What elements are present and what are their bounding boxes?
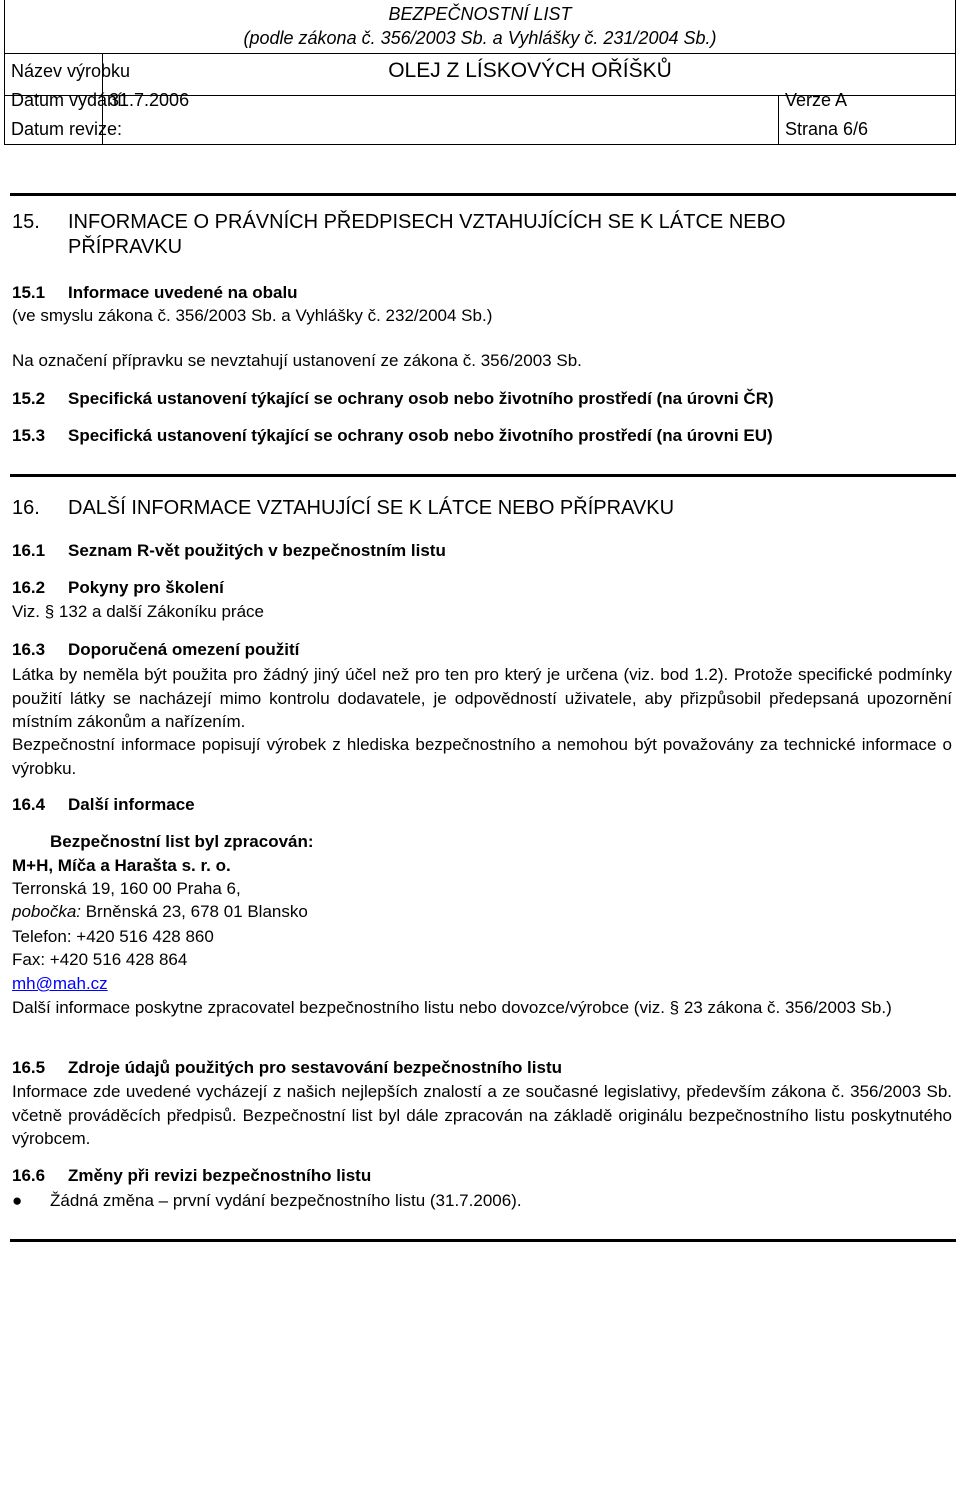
product-name: OLEJ Z LÍSKOVÝCH OŘÍŠKŮ [388,59,672,82]
section-number: 16.2 [12,578,46,597]
section-number: 15.2 [12,389,46,408]
section-16-2-heading [12,576,224,600]
divider [10,193,956,196]
branch-address: Brněnská 23, 678 01 Blansko [81,902,308,921]
divider [10,474,956,477]
page-number: Strana 6/6 [785,119,869,139]
section-title: Změny při revizi bezpečnostního listu [68,1166,372,1185]
section-16-5-heading [12,1056,562,1080]
section-16-3-heading [12,638,299,662]
section-title: Specifická ustanovení týkající se ochrany osob nebo životního prostředí (na úrovni EU) [68,426,773,445]
document-title: BEZPEČNOSTNÍ LIST [388,4,572,24]
section-title: Doporučená omezení použití [68,640,300,659]
section-15-1-heading [12,281,298,305]
section-number: 15.1 [12,283,46,302]
section-number: 16. [12,497,40,519]
section-number: 16.1 [12,541,46,560]
section-number: 15.3 [12,426,46,445]
prepared-by-label: Bezpečnostní list byl zpracován: [50,832,314,851]
company-phone: Telefon: +420 516 428 860 [12,927,214,946]
branch-label: pobočka: [12,902,81,921]
section-title: INFORMACE O PRÁVNÍCH PŘEDPISECH VZTAHUJÍCÍCH SE K LÁTCE NEBO [68,211,786,233]
section-16-1-heading [12,539,446,563]
document-header [4,0,956,145]
bullet-item [12,1189,522,1213]
more-info-text: Další informace poskytne zpracovatel bezpečnostního listu nebo dovozce/výrobce (viz. § 23 zákona č. 356/2003 Sb.) [12,998,892,1017]
section-title: Informace uvedené na obalu [68,283,298,302]
bullet-text: Žádná změna – první vydání bezpečnostního listu (31.7.2006). [50,1191,522,1210]
product-label: Název výrobku [11,61,131,81]
issue-date: 31.7.2006 [109,90,190,110]
section-15-heading-cont: PŘÍPRAVKU [68,236,183,258]
section-15-1-sub: (ve smyslu zákona č. 356/2003 Sb. a Vyhlášky č. 232/2004 Sb.) [12,306,493,325]
section-title: Seznam R-vět použitých v bezpečnostním listu [68,541,446,560]
version: Verze A [785,90,848,110]
bullet-icon: ● [12,1191,23,1210]
dates-row [5,90,955,145]
section-15-2-heading [12,387,774,411]
section-title: Další informace [68,795,195,814]
section-15-3-heading [12,424,773,448]
section-title: Zdroje údajů použitých pro sestavování bezpečnostního listu [68,1058,563,1077]
company-address: Terronská 19, 160 00 Praha 6, [12,879,241,898]
company-branch [12,900,308,924]
header-title-row [5,0,955,54]
section-15-heading [12,210,786,234]
section-16-2-text: Viz. § 132 a další Zákoníku práce [12,602,265,621]
section-number: 15. [12,211,40,233]
email-line [12,972,108,996]
section-number: 16.3 [12,640,46,659]
section-16-5-text: Informace zde uvedené vycházejí z našich nejlepších znalostí a ze současné legislativy, především zákona č. 356/2003 Sb. včetně prováděcích předpisů. Bezpečnostní list byl dále zpracován na základě originálu bezpečnostního listu poskytnutého výrobcem. [12,1082,952,1149]
section-16-4-heading [12,793,195,817]
revision-label: Datum revize: [11,119,123,139]
section-title: Specifická ustanovení týkající se ochrany osob nebo životního prostředí (na úrovni ČR) [68,389,774,408]
section-16-6-heading [12,1164,371,1188]
company-name: M+H, Míča a Harašta s. r. o. [12,856,231,875]
issue-label: Datum vydání: [11,90,128,110]
section-number: 16.4 [12,795,46,814]
document-subtitle: (podle zákona č. 356/2003 Sb. a Vyhlášky č. 231/2004 Sb.) [243,28,717,48]
section-number: 16.5 [12,1058,46,1077]
divider [10,1239,956,1242]
section-16-3-paragraph-1: Látka by neměla být použita pro žádný jiný účel než pro ten pro který je určena (viz. bod 1.2). Protože specifické podmínky použití látky se nacházejí mimo kontrolu dodavatele, je odpovědností uživatele, aby přizpůsobil předepsaná upozornění místním zákonům a nařízením. [12,665,952,732]
section-15-1-text: Na označení přípravku se nevztahují ustanovení ze zákona č. 356/2003 Sb. [12,351,582,370]
section-title: Pokyny pro školení [68,578,224,597]
email-link[interactable]: mh@mah.cz [12,974,108,993]
company-fax: Fax: +420 516 428 864 [12,950,188,969]
section-16-heading [12,496,674,520]
section-16-3-paragraph-2: Bezpečnostní informace popisují výrobek z hlediska bezpečnostního a nemohou být považovány za technické informace o výrobku. [12,735,952,778]
section-number: 16.6 [12,1166,46,1185]
section-title: DALŠÍ INFORMACE VZTAHUJÍCÍ SE K LÁTCE NEBO PŘÍPRAVKU [68,497,675,519]
